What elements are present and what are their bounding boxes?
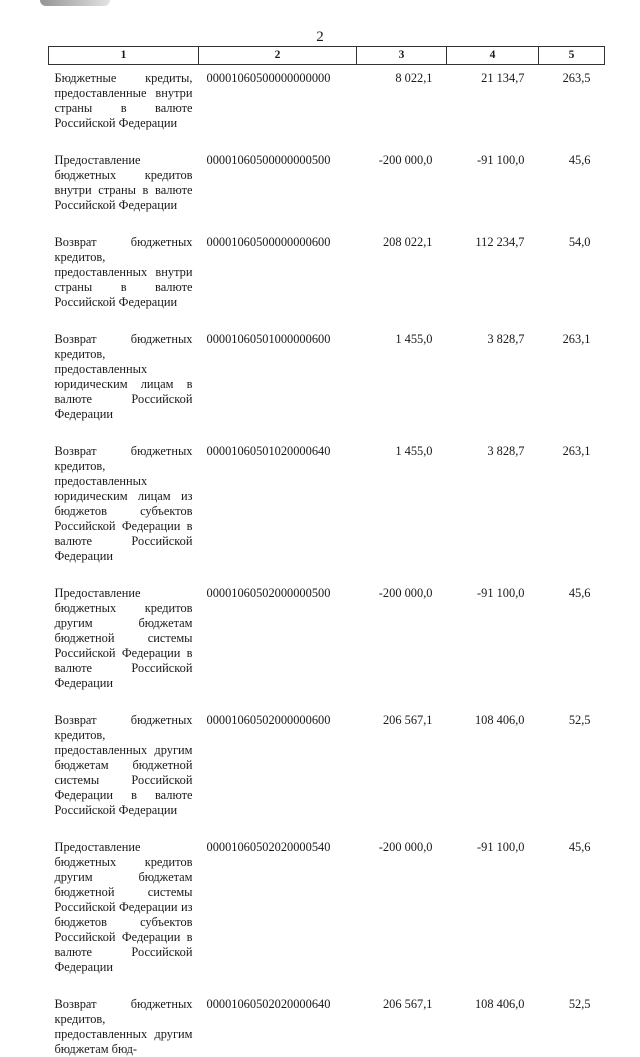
- row-value-4: -91 100,0: [447, 131, 539, 213]
- table-row: [49, 564, 605, 691]
- row-value-3: 208 022,1: [357, 213, 447, 310]
- row-value-4: 21 134,7: [447, 65, 539, 132]
- row-code: 00001060502020000640: [199, 975, 357, 1057]
- row-value-3: 8 022,1: [357, 65, 447, 132]
- table-row: [49, 422, 605, 564]
- row-name: Возврат бюджетных кредитов, предоставленных юридическим лицам из бюджетов субъектов Российской Федерации в валюте Российской Федерации: [49, 422, 199, 564]
- row-code: 00001060502000000500: [199, 564, 357, 691]
- page-number: 2: [0, 28, 640, 46]
- row-value-3: 206 567,1: [357, 691, 447, 818]
- row-value-4: -91 100,0: [447, 818, 539, 975]
- column-header-3: 3: [357, 47, 447, 65]
- row-value-3: 1 455,0: [357, 422, 447, 564]
- row-name: Возврат бюджетных кредитов, предоставленных внутри страны в валюте Российской Федерации: [49, 213, 199, 310]
- row-value-5: 52,5: [539, 975, 605, 1057]
- row-value-5: 52,5: [539, 691, 605, 818]
- row-code: 00001060500000000500: [199, 131, 357, 213]
- table-row: [49, 65, 605, 132]
- column-header-4: 4: [447, 47, 539, 65]
- row-value-5: 263,1: [539, 310, 605, 422]
- header-row: [49, 47, 605, 65]
- table-header: [49, 47, 605, 65]
- row-value-3: -200 000,0: [357, 131, 447, 213]
- row-code: 00001060500000000000: [199, 65, 357, 132]
- column-header-2: 2: [199, 47, 357, 65]
- row-name: Возврат бюджетных кредитов, предоставленных другим бюджетам бюд-: [49, 975, 199, 1057]
- row-value-4: 112 234,7: [447, 213, 539, 310]
- row-name: Возврат бюджетных кредитов, предоставленных юридическим лицам в валюте Российской Федерации: [49, 310, 199, 422]
- row-name: Предоставление бюджетных кредитов другим бюджетам бюджетной системы Российской Федерации из бюджетов субъектов Российской Федерации в валюте Российской Федерации: [49, 818, 199, 975]
- row-name: Предоставление бюджетных кредитов другим бюджетам бюджетной системы Российской Федерации в валюте Российской Федерации: [49, 564, 199, 691]
- row-value-4: 108 406,0: [447, 975, 539, 1057]
- table-row: [49, 310, 605, 422]
- table-row: [49, 131, 605, 213]
- scan-artifact: [40, 0, 110, 6]
- row-value-3: -200 000,0: [357, 564, 447, 691]
- row-value-3: -200 000,0: [357, 818, 447, 975]
- row-value-3: 206 567,1: [357, 975, 447, 1057]
- row-value-5: 263,5: [539, 65, 605, 132]
- column-header-5: 5: [539, 47, 605, 65]
- row-value-4: -91 100,0: [447, 564, 539, 691]
- row-name: Бюджетные кредиты, предоставленные внутри страны в валюте Российской Федерации: [49, 65, 199, 132]
- row-value-5: 54,0: [539, 213, 605, 310]
- row-code: 00001060502020000540: [199, 818, 357, 975]
- row-value-5: 45,6: [539, 131, 605, 213]
- row-value-5: 45,6: [539, 564, 605, 691]
- table-row: [49, 691, 605, 818]
- row-value-4: 3 828,7: [447, 310, 539, 422]
- row-value-4: 3 828,7: [447, 422, 539, 564]
- row-name: Возврат бюджетных кредитов, предоставленных другим бюджетам бюджетной системы Российской Федерации в валюте Российской Федерации: [49, 691, 199, 818]
- row-code: 00001060502000000600: [199, 691, 357, 818]
- row-code: 00001060500000000600: [199, 213, 357, 310]
- row-value-3: 1 455,0: [357, 310, 447, 422]
- row-code: 00001060501000000600: [199, 310, 357, 422]
- row-value-5: 45,6: [539, 818, 605, 975]
- row-value-5: 263,1: [539, 422, 605, 564]
- row-name: Предоставление бюджетных кредитов внутри страны в валюте Российской Федерации: [49, 131, 199, 213]
- row-value-4: 108 406,0: [447, 691, 539, 818]
- table-row: [49, 213, 605, 310]
- table-row: [49, 975, 605, 1057]
- column-header-1: 1: [49, 47, 199, 65]
- budget-table: [48, 46, 605, 1057]
- row-code: 00001060501020000640: [199, 422, 357, 564]
- table-row: [49, 818, 605, 975]
- table-body: [49, 65, 605, 1057]
